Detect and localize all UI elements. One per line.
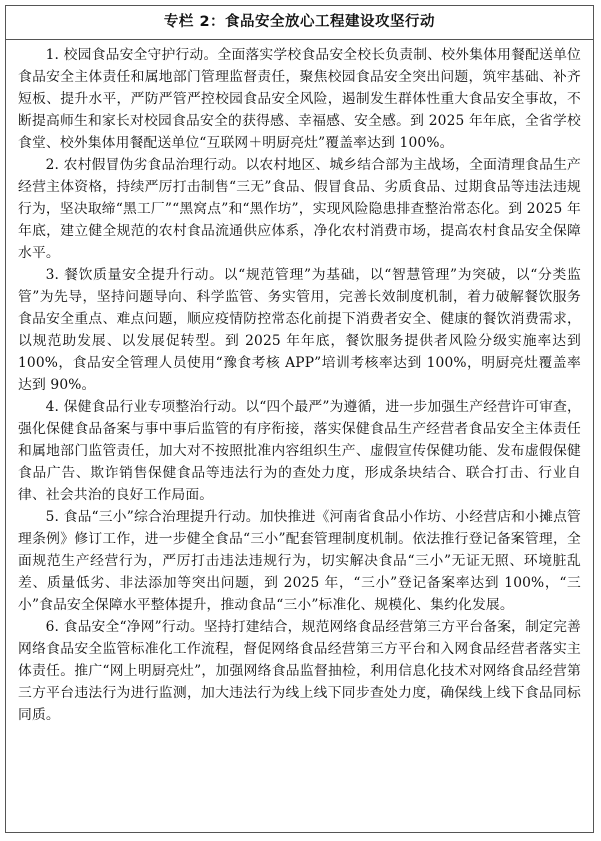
paragraph-5: 5. 食品“三小”综合治理提升行动。加快推进《河南省食品小作坊、小经营店和小摊点管理条例》修订工作，进一步健全食品“三小”配套管理制度机制。依法推行登记备案管理，全面规范生产经营行为，严厉打击违法违规行为，切实解决食品“三小”无证无照、环境脏乱差、质量低劣、非法添加等突出问题，到 2025 年，“三小”登记备案率达到 100%，“三小”食品安全保障水平整体提升，推动食品“三小”标准化、规模化、集约化发展。 bbox=[18, 509, 581, 613]
column-title: 专栏 2：食品安全放心工程建设攻坚行动 bbox=[6, 6, 593, 40]
paragraph-6: 6. 食品安全“净网”行动。坚持打建结合，规范网络食品经营第三方平台备案，制定完善网络食品安全监管标准化工作流程，督促网络食品经营第三方平台和入网食品经营者落实主体责任。推广“网上明厨亮灶”，加强网络食品监督抽检，利用信息化技术对网络食品经营第三方平台违法行为进行监测，加大违法行为线上线下同步查处力度，确保线上线下食品同标同质。 bbox=[18, 619, 581, 723]
paragraph-2: 2. 农村假冒伪劣食品治理行动。以农村地区、城乡结合部为主战场，全面清理食品生产经营主体资格，持续严厉打击制售“三无”食品、假冒食品、劣质食品、过期食品等违法违规行为，坚决取缔“黑工厂”“黑窝点”和“黑作坊”，实现风险隐患排查整治常态化。到 2025 年年底，建立健全规范的农村食品流通供应体系，净化农村消费市场，提高农村食品安全保障水平。 bbox=[18, 157, 581, 261]
paragraph-4: 4. 保健食品行业专项整治行动。以“四个最严”为遵循，进一步加强生产经营许可审查，强化保健食品备案与事中事后监管的有序衔接，落实保健食品生产经营者食品安全主体责任和属地部门监管责任，加大对不按照批准内容组织生产、虚假宣传保健功能、发布虚假保健食品广告、欺诈销售保健食品等违法行为的查处力度，形成条块结合、联合打击、行业自律、社会共治的良好工作局面。 bbox=[18, 399, 581, 503]
column-box bbox=[5, 5, 594, 833]
column-content bbox=[6, 40, 593, 726]
paragraph-1: 1. 校园食品安全守护行动。全面落实学校食品安全校长负责制、校外集体用餐配送单位食品安全主体责任和属地部门管理监督责任，聚焦校园食品安全突出问题，筑牢基础、补齐短板、提升水平，严防严管严控校园食品安全风险，遏制发生群体性重大食品安全事故，不断提高师生和家长对校园食品安全的获得感、幸福感、安全感。到 2025 年年底，全省学校食堂、校外集体用餐配送单位“互联网＋明厨亮灶”覆盖率达到 100%。 bbox=[18, 47, 581, 151]
paragraph-3: 3. 餐饮质量安全提升行动。以“规范管理”为基础，以“智慧管理”为突破，以“分类监管”为先导，坚持问题导向、科学监管、务实管用，完善长效制度机制，着力破解餐饮服务食品安全重点、难点问题，顺应疫情防控常态化前提下消费者安全、健康的餐饮消费需求，以规范助发展、以发展促转型。到 2025 年年底，餐饮服务提供者风险分级实施率达到 100%，食品安全管理人员使用“豫食考核 APP”培训考核率达到 100%，明厨亮灶覆盖率达到 90%。 bbox=[18, 267, 581, 393]
